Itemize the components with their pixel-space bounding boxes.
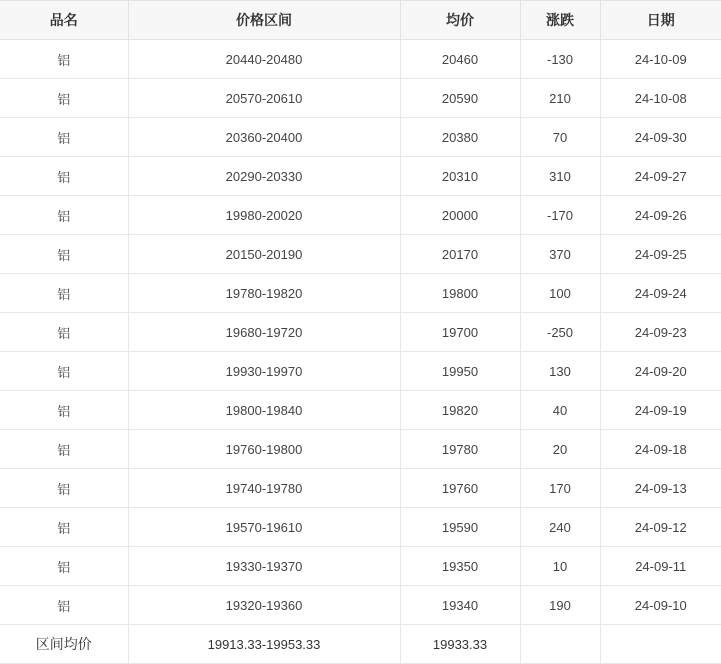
cell-date: 24-10-08 xyxy=(600,79,721,118)
cell-price-range: 20360-20400 xyxy=(128,118,400,157)
cell-name: 铝 xyxy=(0,391,128,430)
summary-label: 区间均价 xyxy=(0,625,128,664)
cell-average-price: 19350 xyxy=(400,547,520,586)
summary-average-price: 19933.33 xyxy=(400,625,520,664)
table-row xyxy=(0,118,721,157)
cell-change: 370 xyxy=(520,235,600,274)
cell-average-price: 19590 xyxy=(400,508,520,547)
cell-price-range: 19320-19360 xyxy=(128,586,400,625)
cell-date: 24-09-13 xyxy=(600,469,721,508)
cell-average-price: 19800 xyxy=(400,274,520,313)
cell-average-price: 20590 xyxy=(400,79,520,118)
cell-change: 310 xyxy=(520,157,600,196)
cell-average-price: 19780 xyxy=(400,430,520,469)
cell-date: 24-09-30 xyxy=(600,118,721,157)
summary-change xyxy=(520,625,600,664)
cell-price-range: 19780-19820 xyxy=(128,274,400,313)
cell-date: 24-09-18 xyxy=(600,430,721,469)
table-row xyxy=(0,508,721,547)
cell-name: 铝 xyxy=(0,196,128,235)
cell-change: 70 xyxy=(520,118,600,157)
cell-date: 24-09-12 xyxy=(600,508,721,547)
cell-price-range: 19760-19800 xyxy=(128,430,400,469)
cell-average-price: 19950 xyxy=(400,352,520,391)
cell-change: 20 xyxy=(520,430,600,469)
table-row xyxy=(0,547,721,586)
cell-date: 24-09-11 xyxy=(600,547,721,586)
cell-date: 24-09-27 xyxy=(600,157,721,196)
cell-average-price: 19340 xyxy=(400,586,520,625)
cell-name: 铝 xyxy=(0,547,128,586)
cell-change: 190 xyxy=(520,586,600,625)
cell-name: 铝 xyxy=(0,508,128,547)
cell-date: 24-09-19 xyxy=(600,391,721,430)
table-body xyxy=(0,40,721,664)
cell-average-price: 20310 xyxy=(400,157,520,196)
table-row xyxy=(0,352,721,391)
table-row xyxy=(0,157,721,196)
column-header-change: 涨跌 xyxy=(520,1,600,40)
cell-change: -250 xyxy=(520,313,600,352)
cell-date: 24-09-25 xyxy=(600,235,721,274)
column-header-date: 日期 xyxy=(600,1,721,40)
cell-price-range: 20290-20330 xyxy=(128,157,400,196)
cell-date: 24-10-09 xyxy=(600,40,721,79)
table-row xyxy=(0,469,721,508)
cell-average-price: 19820 xyxy=(400,391,520,430)
cell-name: 铝 xyxy=(0,313,128,352)
table-header xyxy=(0,1,721,40)
cell-price-range: 19330-19370 xyxy=(128,547,400,586)
cell-name: 铝 xyxy=(0,79,128,118)
cell-average-price: 20460 xyxy=(400,40,520,79)
table-row xyxy=(0,40,721,79)
cell-price-range: 19680-19720 xyxy=(128,313,400,352)
cell-change: 100 xyxy=(520,274,600,313)
cell-date: 24-09-10 xyxy=(600,586,721,625)
cell-price-range: 20570-20610 xyxy=(128,79,400,118)
cell-average-price: 19700 xyxy=(400,313,520,352)
cell-price-range: 20440-20480 xyxy=(128,40,400,79)
table-row xyxy=(0,391,721,430)
cell-name: 铝 xyxy=(0,274,128,313)
column-header-name: 品名 xyxy=(0,1,128,40)
cell-price-range: 19800-19840 xyxy=(128,391,400,430)
cell-price-range: 19740-19780 xyxy=(128,469,400,508)
cell-average-price: 20170 xyxy=(400,235,520,274)
cell-average-price: 19760 xyxy=(400,469,520,508)
column-header-average-price: 均价 xyxy=(400,1,520,40)
cell-change: 40 xyxy=(520,391,600,430)
cell-change: 210 xyxy=(520,79,600,118)
table-row xyxy=(0,79,721,118)
cell-date: 24-09-24 xyxy=(600,274,721,313)
cell-price-range: 19570-19610 xyxy=(128,508,400,547)
cell-change: 10 xyxy=(520,547,600,586)
cell-date: 24-09-20 xyxy=(600,352,721,391)
cell-price-range: 19980-20020 xyxy=(128,196,400,235)
cell-date: 24-09-26 xyxy=(600,196,721,235)
cell-average-price: 20380 xyxy=(400,118,520,157)
cell-date: 24-09-23 xyxy=(600,313,721,352)
cell-name: 铝 xyxy=(0,235,128,274)
cell-average-price: 20000 xyxy=(400,196,520,235)
cell-name: 铝 xyxy=(0,586,128,625)
cell-change: 240 xyxy=(520,508,600,547)
cell-name: 铝 xyxy=(0,352,128,391)
summary-price-range: 19913.33-19953.33 xyxy=(128,625,400,664)
table-row xyxy=(0,586,721,625)
cell-name: 铝 xyxy=(0,40,128,79)
table-row xyxy=(0,430,721,469)
cell-name: 铝 xyxy=(0,469,128,508)
cell-change: 170 xyxy=(520,469,600,508)
table-row xyxy=(0,196,721,235)
summary-row xyxy=(0,625,721,664)
cell-name: 铝 xyxy=(0,157,128,196)
cell-change: 130 xyxy=(520,352,600,391)
cell-name: 铝 xyxy=(0,118,128,157)
table-row xyxy=(0,313,721,352)
summary-date xyxy=(600,625,721,664)
cell-change: -130 xyxy=(520,40,600,79)
cell-price-range: 20150-20190 xyxy=(128,235,400,274)
column-header-price-range: 价格区间 xyxy=(128,1,400,40)
cell-name: 铝 xyxy=(0,430,128,469)
table-header-row xyxy=(0,1,721,40)
table-row xyxy=(0,235,721,274)
table-row xyxy=(0,274,721,313)
cell-price-range: 19930-19970 xyxy=(128,352,400,391)
cell-change: -170 xyxy=(520,196,600,235)
